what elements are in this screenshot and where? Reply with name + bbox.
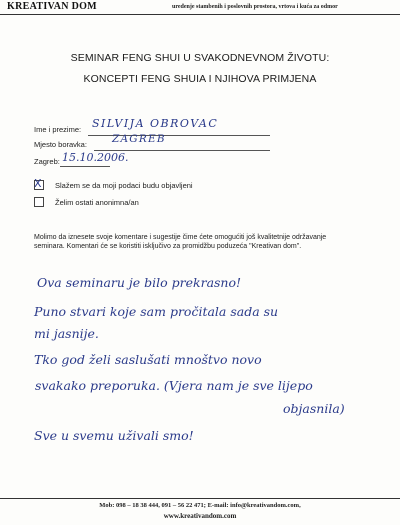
anonymous-checkbox[interactable] [34, 197, 44, 207]
name-field[interactable]: SILVIJA OBROVAC [92, 117, 219, 130]
residence-label: Mjesto boravka: [34, 140, 87, 149]
date-field[interactable]: 15.10.2006. [62, 151, 129, 164]
comment-line: Sve u svemu uživali smo! [34, 428, 194, 443]
date-label: Zagreb: [34, 157, 60, 166]
comment-line: Ova seminaru je bilo prekrasno! [37, 275, 242, 290]
name-label: Ime i prezime: [34, 125, 82, 134]
comment-line: objasnila) [283, 401, 345, 416]
header-divider [0, 14, 400, 15]
footer-divider [0, 498, 400, 499]
seminar-subtitle: KONCEPTI FENG SHUIA I NJIHOVA PRIMJENA [83, 73, 317, 85]
comment-line: Tko god želi saslušati mnoštvo novo [34, 352, 262, 367]
company-tagline: uređenje stambenih i poslovnih prostora, vrtova i kuća za odmor [172, 4, 338, 10]
check-mark-icon: X [34, 177, 42, 190]
anonymous-label: Želim ostati anonimna/an [55, 198, 139, 207]
residence-field[interactable]: ZAGREB [112, 133, 166, 145]
footer-website-link[interactable]: www.kreativandom.com [163, 512, 237, 520]
instructions-text: Molimo da iznesete svoje komentare i sugestije čime ćete omogućiti još kvalitetnije održavanje seminara. Komentari će se koristiti isključivo za promidžbu poduzeća "Kreativan dom". [34, 234, 327, 250]
comment-line: Puno stvari koje sam pročitala sada su [34, 304, 279, 319]
seminar-title: SEMINAR FENG SHUI U SVAKODNEVNOM ŽIVOTU: [70, 52, 330, 64]
footer-contacts: Mob: 098 – 18 38 444, 091 – 56 22 471; E-mail: info@kreativandom.com, [99, 502, 301, 509]
date-line [60, 166, 110, 167]
consent-checkbox[interactable] [34, 177, 44, 190]
comment-line: mi jasnije. [34, 326, 99, 341]
comment-line: svakako preporuka. (Vjera nam je sve lijepo [35, 378, 313, 393]
consent-label: Slažem se da moji podaci budu objavljeni [55, 181, 193, 190]
company-logo: KREATIVAN DOM [7, 1, 97, 12]
